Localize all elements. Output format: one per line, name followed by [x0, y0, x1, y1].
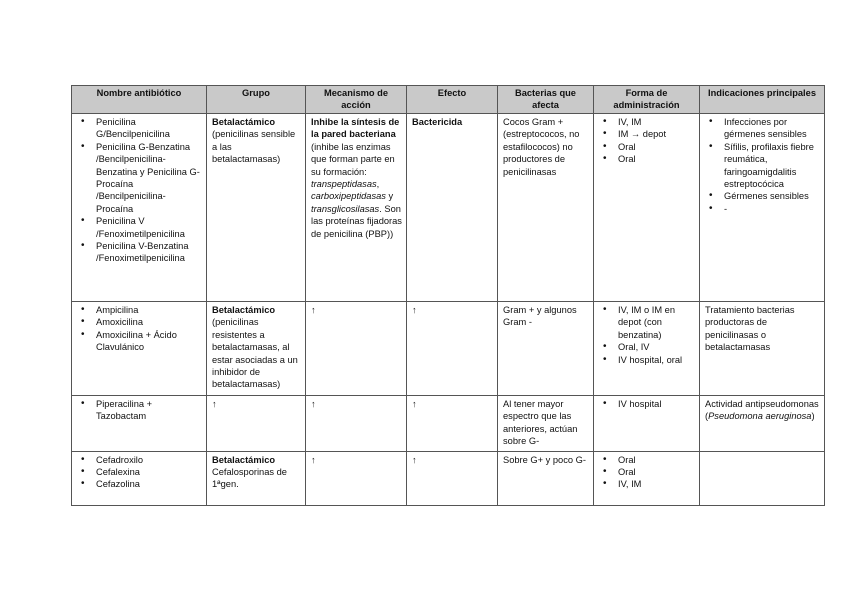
group-detail: Cefalosporinas de 1ªgen.	[212, 467, 287, 490]
indication-text: )	[811, 411, 815, 422]
administration-list	[599, 398, 695, 410]
list-item: • Infecciones por gérmenes sensibles	[724, 116, 820, 141]
cell-indicaciones	[700, 396, 825, 452]
list-item: • IM → depot	[618, 128, 695, 140]
list-item: • Penicilina V /Fenoximetilpenicilina	[96, 215, 202, 240]
mechanism-text: . Son las proteínas fijadoras de penicilina (PBP))	[311, 203, 402, 239]
antibiotic-list	[77, 116, 202, 265]
indications-list	[705, 116, 820, 215]
list-item: • -	[724, 203, 820, 215]
list-item: • Oral	[618, 153, 695, 165]
cell-grupo	[207, 451, 306, 505]
organism-name: Pseudomona aeruginosa	[708, 411, 812, 422]
list-item: • Gérmenes sensibles	[724, 190, 820, 202]
cell-efecto: ↑	[407, 396, 498, 452]
list-item: • Cefalexina	[96, 466, 202, 478]
list-item: • Oral	[618, 141, 695, 153]
table-row	[72, 114, 825, 302]
antibiotic-list	[77, 398, 202, 423]
list-item: • Cefadroxilo	[96, 454, 202, 466]
cell-forma	[594, 396, 700, 452]
cell-efecto: ↑	[407, 451, 498, 505]
cell-forma	[594, 302, 700, 396]
enzyme-name: transglicosilasas	[311, 203, 380, 214]
mechanism-title: Inhibe la síntesis de la pared bacteriana	[311, 117, 400, 140]
cell-mecanismo: ↑	[306, 451, 407, 505]
cell-nombre	[72, 396, 207, 452]
cell-indicaciones	[700, 451, 825, 505]
cell-grupo: ↑	[207, 396, 306, 452]
cell-forma	[594, 451, 700, 505]
list-item: • Oral	[618, 466, 695, 478]
cell-nombre	[72, 114, 207, 302]
cell-indicaciones: Tratamiento bacterias productoras de penicilinasas o betalactamasas	[700, 302, 825, 396]
group-detail: (penicilinas resistentes a betalactamasas, al estar asociadas a un inhibidor de betalactamasas)	[212, 317, 298, 390]
list-item: • Oral	[618, 454, 695, 466]
list-item: • IV, IM o IM en depot (con benzatina)	[618, 304, 695, 341]
table-row	[72, 396, 825, 452]
list-item: • IV hospital, oral	[618, 354, 695, 366]
group-name: Betalactámico	[212, 305, 276, 315]
header-row	[72, 86, 825, 114]
list-item: • Amoxicilina + Ácido Clavulánico	[96, 329, 202, 354]
list-item: • Piperacilina + Tazobactam	[96, 398, 202, 423]
group-name: Betalactámico	[212, 454, 276, 465]
list-item: • IV hospital	[618, 398, 695, 410]
enzyme-name: transpeptidasas	[311, 179, 377, 190]
list-item: • IV, IM	[618, 478, 695, 490]
cell-mecanismo: ↑	[306, 302, 407, 396]
cell-bacterias: Gram + y algunos Gram -	[498, 302, 594, 396]
administration-list	[599, 116, 695, 166]
header-bacterias: Bacterias que afecta	[498, 86, 594, 114]
mechanism-text: (inhibe las enzimas que forman parte en su formación:	[311, 141, 395, 177]
cell-grupo	[207, 302, 306, 396]
antibiotic-list	[77, 454, 202, 491]
cell-efecto: Bactericida	[407, 114, 498, 302]
list-item: • Sífilis, profilaxis fiebre reumática, faringoamigdalitis estreptocócica	[724, 141, 820, 191]
list-item: • Penicilina G/Bencilpenicilina	[96, 116, 202, 141]
cell-grupo	[207, 114, 306, 302]
cell-indicaciones	[700, 114, 825, 302]
cell-bacterias: Al tener mayor espectro que las anteriores, actúan sobre G-	[498, 396, 594, 452]
group-name: Betalactámico	[212, 117, 276, 127]
cell-efecto: ↑	[407, 302, 498, 396]
list-item: • Oral, IV	[618, 341, 695, 353]
separator: y	[385, 191, 394, 202]
header-efecto: Efecto	[407, 86, 498, 114]
header-forma: Forma de administración	[594, 86, 700, 114]
cell-nombre	[72, 451, 207, 505]
antibiotics-table	[71, 85, 825, 506]
header-grupo: Grupo	[207, 86, 306, 114]
list-item: • IV, IM	[618, 116, 695, 128]
list-item: • Penicilina G-Benzatina /Bencilpenicilina-Benzatina y Penicilina G-Procaína /Bencilpenicilina-Procaína	[96, 141, 202, 215]
header-mecanismo: Mecanismo de acción	[306, 86, 407, 114]
table-row	[72, 302, 825, 396]
group-detail: (penicilinas sensible a las betalactamasas)	[212, 129, 296, 165]
cell-mecanismo: ↑	[306, 396, 407, 452]
cell-bacterias: Cocos Gram + (estreptococos, no estafilococos) no productores de penicilinasas	[498, 114, 594, 302]
header-indicaciones: Indicaciones principales	[700, 86, 825, 114]
separator: ,	[376, 179, 380, 190]
header-nombre: Nombre antibiótico	[72, 86, 207, 114]
table-row	[72, 451, 825, 505]
indication-text: Actividad antipseudomonas (	[705, 399, 819, 422]
cell-bacterias: Sobre G+ y poco G-	[498, 451, 594, 505]
list-item: • Amoxicilina	[96, 316, 202, 328]
enzyme-name: carboxipeptidasas	[311, 191, 386, 202]
cell-nombre	[72, 302, 207, 396]
cell-forma	[594, 114, 700, 302]
list-item: • Ampicilina	[96, 304, 202, 316]
list-item: • Cefazolina	[96, 478, 202, 490]
list-item: • Penicilina V-Benzatina /Fenoximetilpenicilina	[96, 240, 202, 265]
administration-list	[599, 304, 695, 366]
administration-list	[599, 454, 695, 491]
cell-mecanismo	[306, 114, 407, 302]
antibiotic-list	[77, 304, 202, 354]
